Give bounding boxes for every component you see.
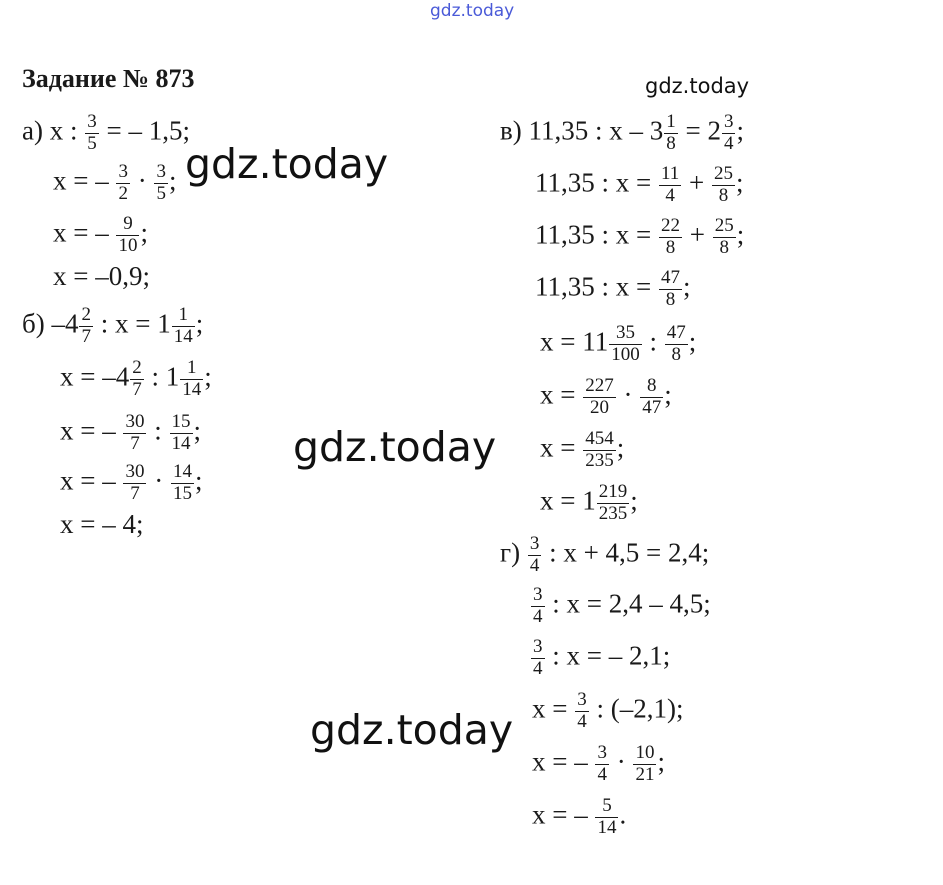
fraction: $\frac{14}{15}$ bbox=[172, 461, 192, 504]
part-v-line-8: x = 1 $\frac{219}{235}$ ; bbox=[540, 481, 638, 524]
fraction: $\frac{3}{4}$ bbox=[577, 689, 587, 732]
fraction: $\frac{3}{4}$ bbox=[533, 584, 543, 627]
watermark-large-1: gdz.today bbox=[185, 140, 389, 188]
part-g-line-1: г) $\frac{3}{4}$ : x + 4,5 = 2,4; bbox=[500, 533, 710, 576]
fraction: $\frac{2}{7}$ bbox=[81, 304, 91, 347]
fraction: $\frac{25}{8}$ bbox=[714, 215, 734, 258]
fraction: $\frac{22}{8}$ bbox=[660, 215, 680, 258]
part-b-label: б) bbox=[22, 308, 45, 339]
fraction: $\frac{8}{47}$ bbox=[642, 375, 662, 418]
fraction: $\frac{3}{2}$ bbox=[118, 161, 128, 204]
part-g-label: г) bbox=[500, 537, 521, 568]
fraction: $\frac{30}{7}$ bbox=[125, 461, 145, 504]
fraction: $\frac{3}{4}$ bbox=[723, 111, 734, 154]
part-g-line-4: x = $\frac{3}{4}$ : (–2,1); bbox=[532, 689, 684, 732]
fraction: $\frac{1}{14}$ bbox=[173, 304, 193, 347]
part-g-line-2: $\frac{3}{4}$ : x = 2,4 – 4,5; bbox=[533, 584, 711, 627]
part-g-line-3: $\frac{3}{4}$ : x = – 2,1; bbox=[533, 636, 671, 679]
fraction: $\frac{9}{10}$ bbox=[118, 213, 138, 256]
part-b-line-3: x = – $\frac{30}{7}$ : $\frac{15}{14}$ ; bbox=[60, 411, 202, 454]
part-b-line-4: x = – $\frac{30}{7}$ · $\frac{14}{15}$ ; bbox=[60, 461, 203, 504]
part-a-line-4: x = –0,9; bbox=[53, 261, 150, 291]
part-v-line-2: 11,35 : x = $\frac{11}{4}$ + $\frac{25}{8}$ ; bbox=[535, 163, 744, 206]
part-a-line-1: а) x : $\frac{3}{5}$ = – 1,5; bbox=[22, 111, 190, 154]
part-v-line-3: 11,35 : x = $\frac{22}{8}$ + $\frac{25}{8}$ ; bbox=[535, 215, 745, 258]
fraction: $\frac{15}{14}$ bbox=[171, 411, 191, 454]
fraction: $\frac{11}{4}$ bbox=[660, 163, 680, 206]
part-v-line-6: x = $\frac{227}{20}$ · $\frac{8}{47}$ ; bbox=[540, 375, 672, 418]
part-v-label: в) bbox=[500, 115, 522, 146]
part-v-line-1: в) 11,35 : x – 3 $\frac{1}{8}$ = 2 $\frac{3}{4}$ ; bbox=[500, 111, 744, 154]
fraction: $\frac{1}{14}$ bbox=[182, 357, 202, 400]
watermark-small: gdz.today bbox=[645, 74, 750, 98]
fraction: $\frac{3}{4}$ bbox=[597, 742, 607, 785]
fraction: $\frac{227}{20}$ bbox=[585, 375, 614, 418]
fraction: $\frac{3}{4}$ bbox=[533, 636, 543, 679]
watermark-large-3: gdz.today bbox=[310, 706, 514, 754]
part-b-line-5: x = – 4; bbox=[60, 509, 144, 539]
fraction: $\frac{1}{8}$ bbox=[666, 111, 676, 154]
fraction: $\frac{3}{5}$ bbox=[156, 161, 166, 204]
fraction: $\frac{219}{235}$ bbox=[598, 481, 628, 524]
part-b-line-1: б) –4 $\frac{2}{7}$ : x = 1 $\frac{1}{14}$ ; bbox=[22, 304, 204, 347]
fraction: $\frac{35}{100}$ bbox=[611, 322, 640, 365]
fraction: $\frac{3}{5}$ bbox=[87, 111, 97, 154]
watermark-large-2: gdz.today bbox=[293, 423, 497, 471]
part-g-line-5: x = – $\frac{3}{4}$ · $\frac{10}{21}$ ; bbox=[532, 742, 665, 785]
part-a-line-3: x = – $\frac{9}{10}$ ; bbox=[53, 213, 148, 256]
part-a-label: а) bbox=[22, 115, 43, 146]
fraction: $\frac{30}{7}$ bbox=[125, 411, 145, 454]
part-g-line-6: x = – $\frac{5}{14}$ . bbox=[532, 795, 627, 838]
fraction: $\frac{10}{21}$ bbox=[635, 742, 655, 785]
fraction: $\frac{3}{4}$ bbox=[529, 533, 540, 576]
part-v-line-7: x = $\frac{454}{235}$ ; bbox=[540, 428, 625, 471]
part-v-line-4: 11,35 : x = $\frac{47}{8}$ ; bbox=[535, 267, 691, 310]
fraction: $\frac{47}{8}$ bbox=[666, 322, 686, 365]
fraction: $\frac{454}{235}$ bbox=[585, 428, 614, 471]
fraction: $\frac{25}{8}$ bbox=[714, 163, 734, 206]
page-title: Задание № 873 bbox=[22, 64, 195, 93]
part-v-line-5: x = 11 $\frac{35}{100}$ : $\frac{47}{8}$ ; bbox=[540, 322, 697, 365]
watermark-top: gdz.today bbox=[430, 1, 515, 21]
part-b-line-2: x = –4 $\frac{2}{7}$ : 1 $\frac{1}{14}$ ; bbox=[60, 357, 212, 400]
fraction: $\frac{5}{14}$ bbox=[597, 795, 617, 838]
fraction: $\frac{2}{7}$ bbox=[132, 357, 142, 400]
fraction: $\frac{47}{8}$ bbox=[660, 267, 680, 310]
part-a-line-2: x = – $\frac{3}{2}$ · $\frac{3}{5}$ ; bbox=[53, 161, 177, 204]
